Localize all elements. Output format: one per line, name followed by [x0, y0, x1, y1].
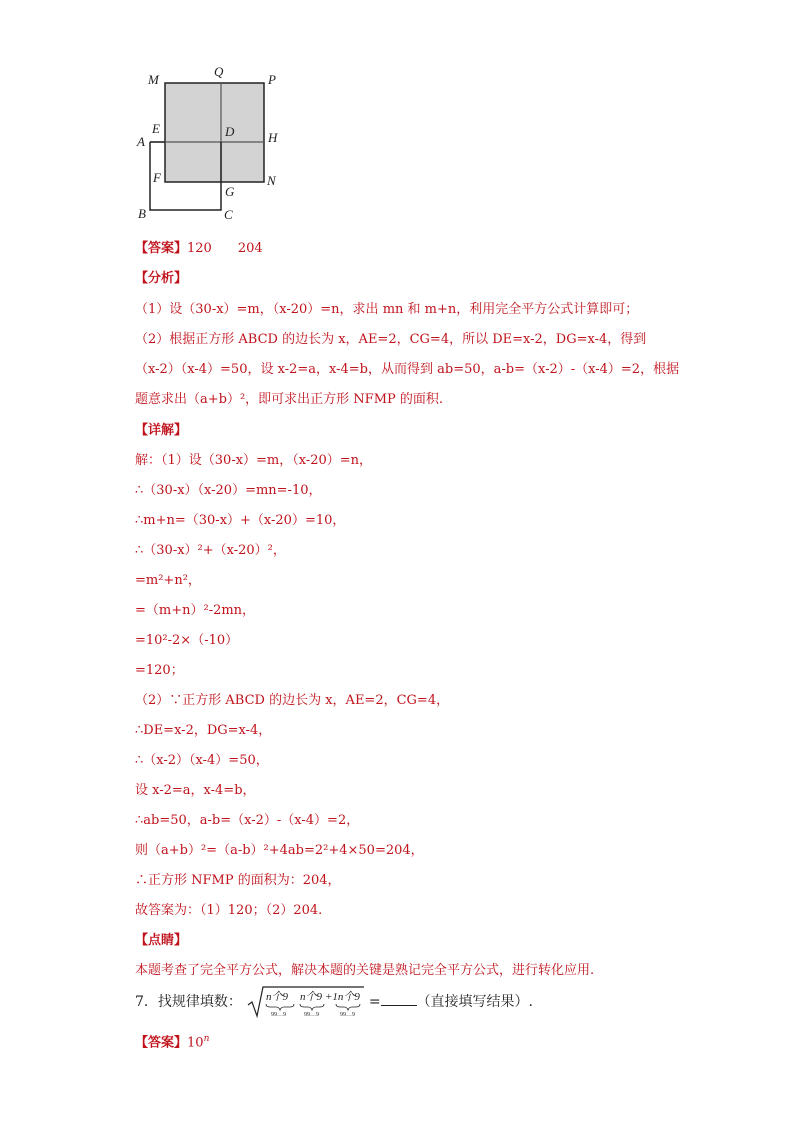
brace-top-2: n个9	[300, 991, 323, 1003]
label-b: B	[138, 206, 146, 221]
label-m: M	[148, 72, 159, 87]
analysis-line: （x-2）（x-4）=50，设 x-2=a，x-4=b，从而得到 ab=50，a-b=（x-2）-（x-4）=2，根据	[135, 362, 680, 377]
label-c: C	[224, 207, 233, 222]
detail-line: =m²+n²，	[135, 573, 201, 588]
label-n: N	[267, 173, 276, 188]
brace-label-1: 99…9	[271, 1012, 287, 1018]
detail-line: 则（a+b）²=（a-b）²+4ab=2²+4×50=204，	[135, 843, 424, 858]
analysis-tag: 【分析】	[135, 271, 188, 286]
answer-line	[135, 240, 263, 258]
detail-line: =10²-2×（-10）	[135, 633, 239, 648]
label-h: H	[268, 130, 278, 145]
label-f: F	[153, 170, 161, 185]
detail-line: ∴（30-x）²+（x-20）²，	[135, 543, 286, 558]
answer7-line	[135, 1030, 209, 1052]
label-d: D	[225, 124, 235, 139]
answer7-tag: 【答案】	[135, 1035, 188, 1051]
sqrt-sign-icon	[246, 985, 364, 1019]
answer-values: 120 204	[187, 241, 263, 256]
detail-line: ∴m+n=（30-x）+（x-20）=10，	[135, 513, 346, 528]
label-g: G	[225, 184, 235, 199]
label-q: Q	[214, 64, 224, 79]
answer7-exponent: n	[203, 1034, 210, 1044]
comment-text: 本题考查了完全平方公式，解决本题的关键是熟记完全平方公式，进行转化应用.	[135, 963, 595, 978]
label-e: E	[152, 121, 160, 136]
detail-line: 设 x-2=a，x-4=b，	[135, 783, 256, 798]
label-p: P	[268, 72, 276, 87]
analysis-line: 题意求出（a+b）²，即可求出正方形 NFMP 的面积.	[135, 392, 444, 407]
answer-tag: 【答案】	[135, 241, 188, 256]
detail-line: ∴（30-x）（x-20）=mn=-10，	[135, 483, 322, 498]
detail-line: 解：（1）设（30-x）=m，（x-20）=n，	[135, 453, 373, 468]
question-7	[135, 985, 533, 1019]
brace-top-3: +1n个9	[325, 991, 361, 1003]
analysis-line: （1）设（30-x）=m，（x-20）=n，求出 mn 和 m+n，利用完全平方公式计算即可；	[135, 302, 639, 317]
square-diagram	[0, 0, 800, 240]
detail-line: 故答案为：（1）120；（2）204.	[135, 903, 323, 918]
question-suffix: （直接填写结果）.	[416, 994, 534, 1010]
analysis-line: （2）根据正方形 ABCD 的边长为 x，AE=2，CG=4，所以 DE=x-2，DG=x-4，得到	[135, 332, 647, 347]
brace-top-1: n个9	[266, 991, 289, 1003]
sqrt-expression	[246, 985, 364, 1019]
brace-label-3: 99…9	[340, 1012, 356, 1018]
equals-sign: =	[368, 994, 381, 1010]
detail-line: ∴（x-2）（x-4）=50，	[135, 753, 269, 768]
detail-line: =120；	[135, 663, 184, 678]
detail-line: （2）∵正方形 ABCD 的边长为 x，AE=2，CG=4，	[135, 693, 450, 708]
label-a: A	[137, 134, 145, 149]
detail-line: ∴正方形 NFMP 的面积为：204，	[135, 873, 341, 888]
detail-line: ∴ab=50，a-b=（x-2）-（x-4）=2，	[135, 813, 360, 828]
question-prompt: 找规律填数：	[157, 994, 242, 1010]
square-nfmp	[165, 83, 264, 182]
detail-line: ∴DE=x-2，DG=x-4，	[135, 723, 272, 738]
detail-tag: 【详解】	[135, 423, 188, 438]
answer-blank	[381, 993, 417, 1006]
detail-line: =（m+n）²-2mn，	[135, 603, 256, 618]
question-number: 7．	[135, 994, 158, 1010]
answer7-value: 10	[187, 1035, 204, 1051]
brace-label-2: 99…9	[304, 1012, 320, 1018]
comment-tag: 【点睛】	[135, 933, 188, 948]
